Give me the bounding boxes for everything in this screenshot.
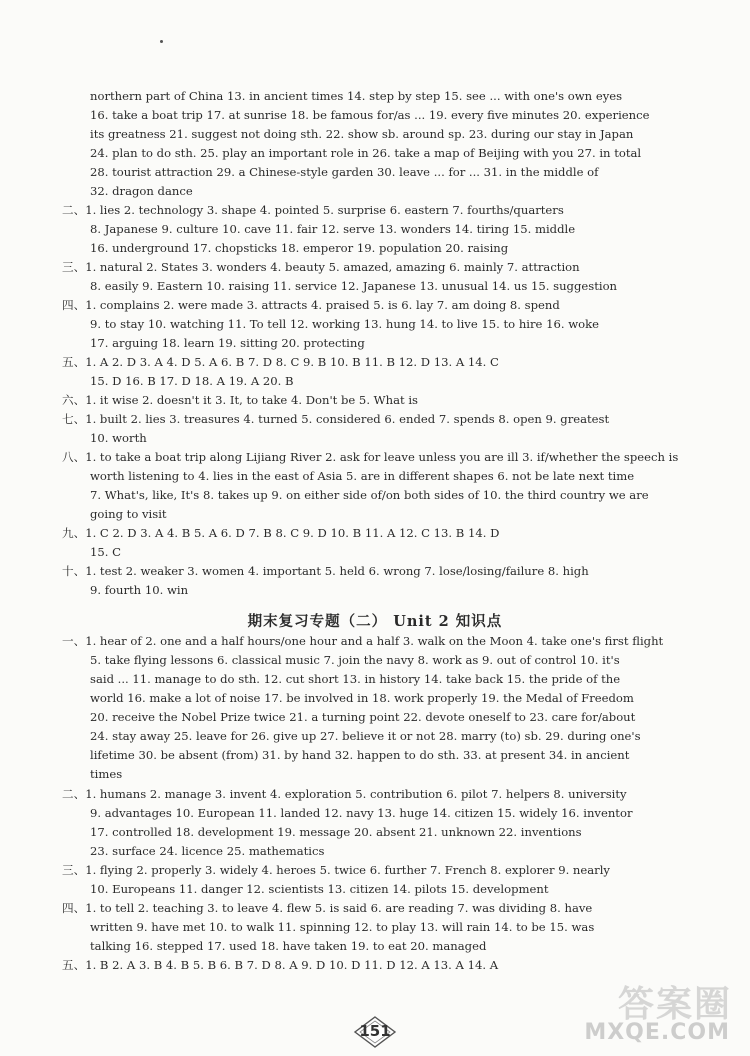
answer-line: going to visit [90,507,167,521]
answer-line: 四、1. complains 2. were made 3. attracts 4. praised 5. is 6. lay 7. am doing 8. spend [62,298,560,312]
page-number: 151 [359,1022,391,1040]
answer-line: 20. receive the Nobel Prize twice 21. a turning point 22. devote oneself to 23. care for/about [90,710,636,724]
answer-line: 24. stay away 25. leave for 26. give up 27. believe it or not 28. marry (to) sb. 29. during one's [90,729,641,743]
answer-line: 16. take a boat trip 17. at sunrise 18. be famous for/as ... 19. every five minutes 20. experience [90,108,650,122]
answer-line: 9. to stay 10. watching 11. To tell 12. working 13. hung 14. to live 15. to hire 16. woke [90,317,600,331]
answer-line: 10. worth [90,431,147,445]
answer-line: 8. easily 9. Eastern 10. raising 11. service 12. Japanese 13. unusual 14. us 15. suggestion [90,279,618,293]
stray-mark [160,40,163,43]
answer-line: world 16. make a lot of noise 17. be involved in 18. work properly 19. the Medal of Freedom [90,691,634,705]
answer-line: 十、1. test 2. weaker 3. women 4. important 5. held 6. wrong 7. lose/losing/failure 8. high [62,564,589,578]
answer-line: 四、1. to tell 2. teaching 3. to leave 4. flew 5. is said 6. are reading 7. was dividing 8. have [62,901,593,915]
answer-line: written 9. have met 10. to walk 11. spinning 12. to play 13. will rain 14. to be 15. was [90,920,595,934]
answer-line: 二、1. humans 2. manage 3. invent 4. exploration 5. contribution 6. pilot 7. helpers 8. university [62,787,627,801]
answer-line: 八、1. to take a boat trip along Lijiang River 2. ask for leave unless you are ill 3. if/whether the speech is [62,450,679,464]
answer-line: 七、1. built 2. lies 3. treasures 4. turned 5. considered 6. ended 7. spends 8. open 9. greatest [62,412,610,426]
section-title: 期末复习专题（二） Unit 2 知识点 [247,613,503,630]
answer-line: talking 16. stepped 17. used 18. have taken 19. to eat 20. managed [90,939,487,953]
answer-line: its greatness 21. suggest not doing sth. 22. show sb. around sp. 23. during our stay in Japan [90,127,634,141]
answer-line: 9. fourth 10. win [90,583,189,597]
answer-line: 六、1. it wise 2. doesn't it 3. It, to take 4. Don't be 5. What is [62,393,418,407]
answer-line: 10. Europeans 11. danger 12. scientists 13. citizen 14. pilots 15. development [90,882,549,896]
answer-line: said ... 11. manage to do sth. 12. cut short 13. in history 14. take back 15. the pride of the [90,672,621,686]
answer-line: 9. advantages 10. European 11. landed 12. navy 13. huge 14. citizen 15. widely 16. inventor [90,806,633,820]
watermark-url: MXQE.COM [584,1020,730,1045]
answer-line: 三、1. natural 2. States 3. wonders 4. beauty 5. amazed, amazing 6. mainly 7. attraction [62,260,580,274]
answer-line: 28. tourist attraction 29. a Chinese-style garden 30. leave ... for ... 31. in the middle of [90,165,599,179]
answer-line: 一、1. hear of 2. one and a half hours/one hour and a half 3. walk on the Moon 4. take one's first flight [62,634,664,648]
answer-line: 24. plan to do sth. 25. play an important role in 26. take a map of Beijing with you 27. in total [90,146,642,160]
answer-line: worth listening to 4. lies in the east of Asia 5. are in different shapes 6. not be late next time [90,469,635,483]
answer-line: northern part of China 13. in ancient times 14. step by step 15. see ... with one's own eyes [90,89,623,103]
answer-line: 五、1. B 2. A 3. B 4. B 5. B 6. B 7. D 8. A 9. D 10. D 11. D 12. A 13. A 14. A [62,958,499,972]
answer-line: lifetime 30. be absent (from) 31. by hand 32. happen to do sth. 33. at present 34. in ancient [90,748,630,762]
answer-line: 8. Japanese 9. culture 10. cave 11. fair 12. serve 13. wonders 14. tiring 15. middle [90,222,576,236]
answer-line: times [90,767,123,781]
answer-line: 15. D 16. B 17. D 18. A 19. A 20. B [90,374,294,388]
page-number-badge [353,1016,397,1048]
answer-line: 23. surface 24. licence 25. mathematics [90,844,325,858]
answer-line: 五、1. A 2. D 3. A 4. D 5. A 6. B 7. D 8. C 9. B 10. B 11. B 12. D 13. A 14. C [62,355,499,369]
answer-line: 16. underground 17. chopsticks 18. emperor 19. population 20. raising [90,241,509,255]
answer-line: 二、1. lies 2. technology 3. shape 4. pointed 5. surprise 6. eastern 7. fourths/quarters [62,203,564,217]
answer-line: 17. controlled 18. development 19. message 20. absent 21. unknown 22. inventions [90,825,582,839]
answer-line: 三、1. flying 2. properly 3. widely 4. heroes 5. twice 6. further 7. French 8. explorer 9. nearly [62,863,610,877]
answer-line: 32. dragon dance [90,184,193,198]
answer-line: 九、1. C 2. D 3. A 4. B 5. A 6. D 7. B 8. C 9. D 10. B 11. A 12. C 13. B 14. D [62,526,500,540]
answer-line: 15. C [90,545,121,559]
answer-line: 7. What's, like, It's 8. takes up 9. on either side of/on both sides of 10. the third country we are [90,488,649,502]
watermark-logo-text: 答案圈 [617,984,732,1025]
answer-line: 17. arguing 18. learn 19. sitting 20. protecting [90,336,365,350]
site-watermark [584,976,732,1048]
answer-line: 5. take flying lessons 6. classical music 7. join the navy 8. work as 9. out of control 10. it's [90,653,620,667]
